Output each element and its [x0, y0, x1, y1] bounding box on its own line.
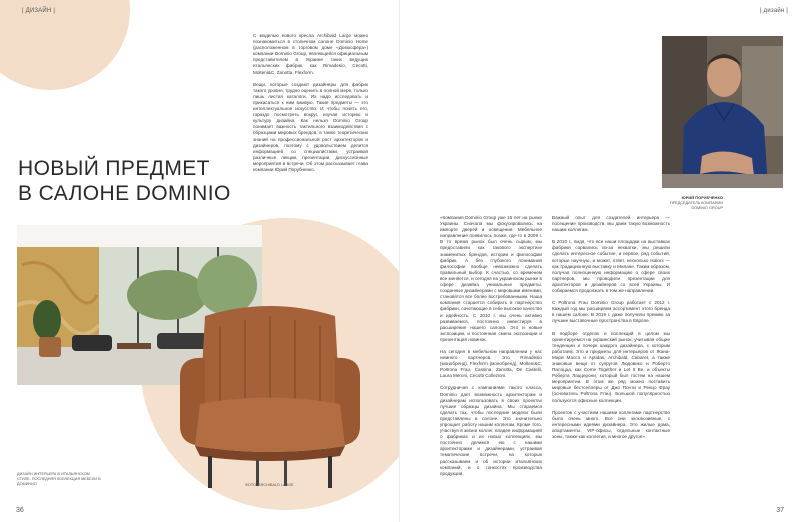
- intro-paragraph: Вещи, которые создают дизайнеры для фабрик такого уровня, трудно оценить в полной мере, только лишь листая каталоги. Их надо исследовать и прикасаться к ним вживую. Такие предметы — это интеллектуальное искусство. И чтобы понять его, гораздо посмотреть вокруг, изучая историю и культуру дизайна. Как нельзя Dominio Group понимает важность тактильного взаимодействия с образцами мировых брендов, а также теоретических знаний на профессиональной рост архитекторов и дизайнеров, поэтому с удовольствием делится информацией со специалистами, устраивая различные лекции, презентации, дискуссионные мероприятия и встречи. Об этом рассказывает глава компании Юрий Порубченко.: [253, 81, 368, 172]
- article-paragraph: С Poltrona Frau Dominio Group работает с 2012 г. Каждый год мы расширяем ассортимент этого бренда в нашем салоне. В 2016 г. даже получили премию за лучшие выставочные пространства в Европе.: [552, 300, 670, 324]
- article-paragraph: Важный опыт для создателей интерьера — посещение производств, мы даем такую возможность нашим коллегам.: [552, 215, 670, 233]
- portrait-role: ПРЕДСЕДАТЕЛЬ КОМПАНИИ DOMINIO GROUP: [669, 200, 723, 210]
- portrait-caption: [658, 196, 723, 210]
- portrait-name: ЮРИЙ ПОРУБЧЕНКО: [681, 195, 723, 200]
- intro-paragraph: С моделью нового кресла Archibald Large можно познакомиться в столичном салоне Dominio Home (расположенном в торговом доме «Домосфера») компании Dominio Group, являющейся официальным представителем в Украине таких ведущих итальянских фабрик, как Rimadesio, Cecotti, Molteni&C, Zanotta, Flexform.: [253, 33, 368, 75]
- article-column-2: [552, 215, 670, 446]
- article-paragraph: Проектов с участием нашими коллегами партнерство было очень много. Все они эксклюзивные, с интересными идеями дизайнера. Это жилые дома, апартаменты, VIP-офисы, отдельные контактные зоны, также как коллегия, и многое другое».: [552, 409, 670, 439]
- page-number: 37: [776, 507, 784, 514]
- room-photo-caption: ДИЗАЙН ИНТЕРЬЕРА В ИТАЛЬЯНСКОМ СТИЛЕ. ПОСЛЕДНЯЯ КОЛЛЕКЦИЯ МЕБЕЛИ В ДОМИНИО: [17, 472, 101, 486]
- article-paragraph: На сегодня в мебельном направлении у нас немного партнеров. Это Rimadesio (монобренд), Flexform (монобренд), Molteni&C, Poltrona Frau, Cassina, Zanotta, De Castelli, Laura Meroni, Cecotti Collezioni.: [440, 348, 542, 379]
- article-paragraph: В подборе отделок и коллекций в целом мы ориентируемся на украинский рынок, учитывая общие тенденции и почерк каждого дизайнера, с которым работаем. Это и предметы для интерьеров от Жана-Мари Массо и Aptidas, Archibald, Cabaret, а также знаковые вещи от супругов Людовико и Роберто Палоцца, как Come Together и Let It Be, и объекты Роберта Лаццерони, который был гостем на нашем мероприятии. В этом же ряд можно поставить мировые бестселлеры от Джо Понти и Ренцо Фрау (основатель Poltrona Frau). Большой популярностью пользуются офисные коллекции.: [552, 330, 670, 403]
- right-page: [400, 0, 800, 522]
- article-paragraph: В 2010 г., видя, что все наши площадки на выставках фабрики сорвались из-за нехватки, мы решили сделать интересное событие, и первое, ряд событий, которые научную, и может, ответ, несколько Isaloni — как традиционную выставку и Милане. Таким образом, получая полноценную информацию о сфере своих партнеров, мы проводили презентации для архитекторов и дизайнеров со всей Украины. И собираемся продолжать в том же направлении.: [552, 239, 670, 294]
- portrait-illustration: [662, 36, 783, 188]
- article-paragraph: Сотрудничая с компаниями такого класса, Dominio дает возможность архитекторам и дизайнерам использовать в своих проектах лучшие образцы дизайна. Мы стараемся сделать так, чтобы последние модели были представлены в салоне. Это значительно упрощает работу нашим коллегам. Кроме того, участвуя в жизни коллег, владея информацией о фабриках и их новых коллекциях, мы постоянно делимся ею с нашими архитекторами и дизайнерами, устраивая тематические встречи, на которых рассказываем и об истории итальянских компаний, и о тонкостях производства продукции.: [440, 385, 542, 476]
- article-title: [18, 156, 231, 206]
- armchair-photo: [160, 296, 380, 496]
- article-column-1: [440, 215, 542, 483]
- article-paragraph: «Компания Dominio Group уже 15 лет на рынке Украины. Сначала мы фокусировались на импорте дверей и освещения. Мебельное направление появилось позже, где-то в 2009 г. В то время рынок был очень сырым, мы предоставили как такового экспертизе знаменитых брендов, истории и философии фабрик. А без глубокого понимания философии вообще невозможно сделать правильный выбор. К счастью, со временем все меняется, и сегодня на украинском рынке в сфере дизайна уникальные предметы, созданные дизайнерами с мировыми именами, становятся все более востребованными. Наша компания старается собирать в партнерство фабрики, сочетающие в себе высокое качество и идейность. С 2010 г. мы очень активно развиваемся, постоянно инвестируя в расширение нашего салона. Это и новые экспозиции, и постоянная смена экспозиции и презентация новинок.: [440, 215, 542, 342]
- title-line-2: В САЛОНЕ DOMINIO: [18, 182, 231, 205]
- title-line-1: НОВЫЙ ПРЕДМЕТ: [18, 157, 210, 180]
- section-label: | ДИЗАЙН |: [22, 8, 56, 14]
- chair-photo-caption: ФОТО: ARCHIBALD LARGE: [245, 483, 294, 487]
- intro-column: [253, 33, 368, 179]
- decorative-circle: [0, 0, 130, 90]
- section-label: | дизайн |: [760, 8, 789, 14]
- portrait-photo: [662, 36, 783, 188]
- page-number: 36: [16, 507, 24, 514]
- armchair-illustration: [160, 296, 380, 496]
